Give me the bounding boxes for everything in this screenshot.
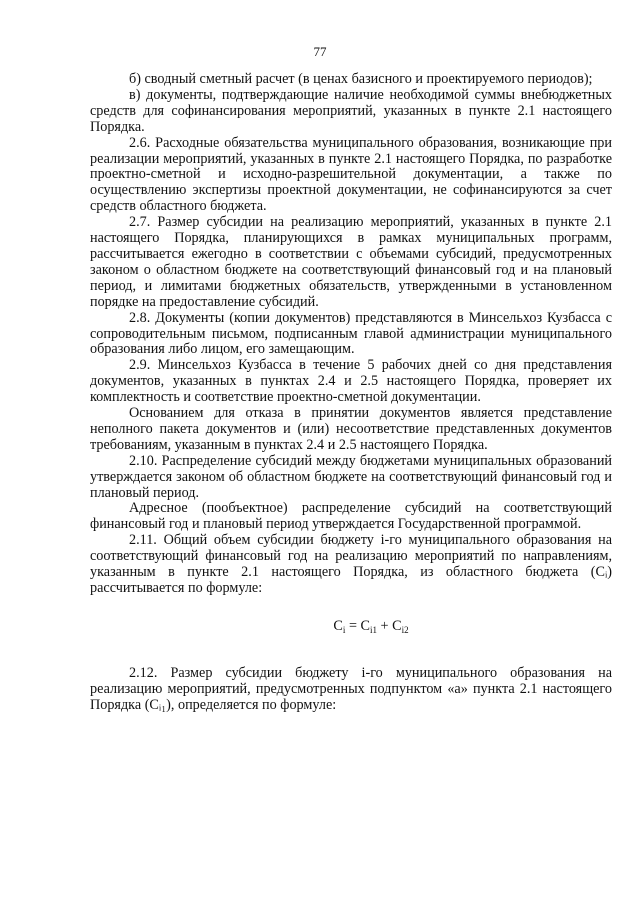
document-body — [90, 72, 612, 714]
paragraph-2-7: 2.7. Размер субсидии на реализацию мероприятий, указанных в пункте 2.1 настоящего Порядка, планирующихся в рамках муниципальных программ, рассчитывается ежегодно в соответствии с объемами субсидий, предусмотренных законом о областном бюджете на соответствующий финансовый год и на плановый период, и лимитами бюджетных обязательств, утвержденными в установленном порядке на предоставление субсидий. — [90, 214, 612, 310]
formula-term-2-sub: i2 — [401, 624, 409, 635]
paragraph-refusal-grounds: Основанием для отказа в принятии документов является представление неполного пакета документов и (или) несоответствие представленных документов требованиям, указанным в пунктах 2.4 и 2.5 настоящего Порядка. — [90, 405, 612, 453]
formula-term-1: C — [360, 617, 370, 634]
paragraph-2-8: 2.8. Документы (копии документов) представляются в Минсельхоз Кузбасса с сопроводительным письмом, подписанным главой администрации муниципального образования либо лицом, его замещающим. — [90, 309, 612, 358]
formula-total-subsidy — [90, 619, 612, 635]
paragraph-2-10: 2.10. Распределение субсидий между бюджетами муниципальных образований утверждается законом об областном бюджете на соответствующий финансовый год и плановый период. — [90, 452, 612, 501]
formula-term-1-sub: i1 — [369, 624, 377, 635]
formula-term-2: C — [392, 617, 402, 634]
paragraph-address-distribution: Адресное (пообъектное) распределение субсидий на соответствующий финансовый год и плановый период утверждается Государственной программой. — [90, 500, 612, 533]
formula-lhs: C — [333, 617, 343, 634]
formula-lhs-sub: i — [342, 624, 346, 635]
page-number: 77 — [313, 44, 327, 59]
paragraph-2-12: 2.12. Размер субсидии бюджету i-го муниципального образования на реализацию мероприятий, предусмотренных подпунктом «а» пункта 2.1 настоящего Порядка (Сᵢ₁), определяется по формуле: — [90, 664, 612, 713]
paragraph-2-11: 2.11. Общий объем субсидии бюджету i-го муниципального образования на соответствующий финансовый год на реализацию мероприятий по направлениям, указанным в пункте 2.1 настоящего Порядка, из областного бюджета (Сᵢ) рассчитывается по формуле: — [90, 532, 612, 596]
paragraph-v: в) документы, подтверждающие наличие необходимой суммы внебюджетных средств для софинансирования мероприятий, указанных в пункте 2.1 настоящего Порядка. — [90, 86, 612, 135]
formula-equals: = — [345, 617, 361, 634]
formula-plus: + — [376, 617, 393, 634]
paragraph-b: б) сводный сметный расчет (в ценах базисного и проектируемого периодов); — [129, 71, 593, 87]
paragraph-2-6: 2.6. Расходные обязательства муниципального образования, возникающие при реализации мероприятий, указанных в пункте 2.1 настоящего Порядка, по разработке проектно-сметной и исходно-разрешительной документации, а также по осуществлению экспертизы проектной документации, не софинансируются за счет средств областного бюджета. — [90, 134, 612, 215]
paragraph-2-9: 2.9. Минсельхоз Кузбасса в течение 5 рабочих дней со дня представления документов, указанных в пунктах 2.4 и 2.5 настоящего Порядка, проверяет их комплектность и соответствие проектно-сметной документации. — [90, 357, 612, 406]
